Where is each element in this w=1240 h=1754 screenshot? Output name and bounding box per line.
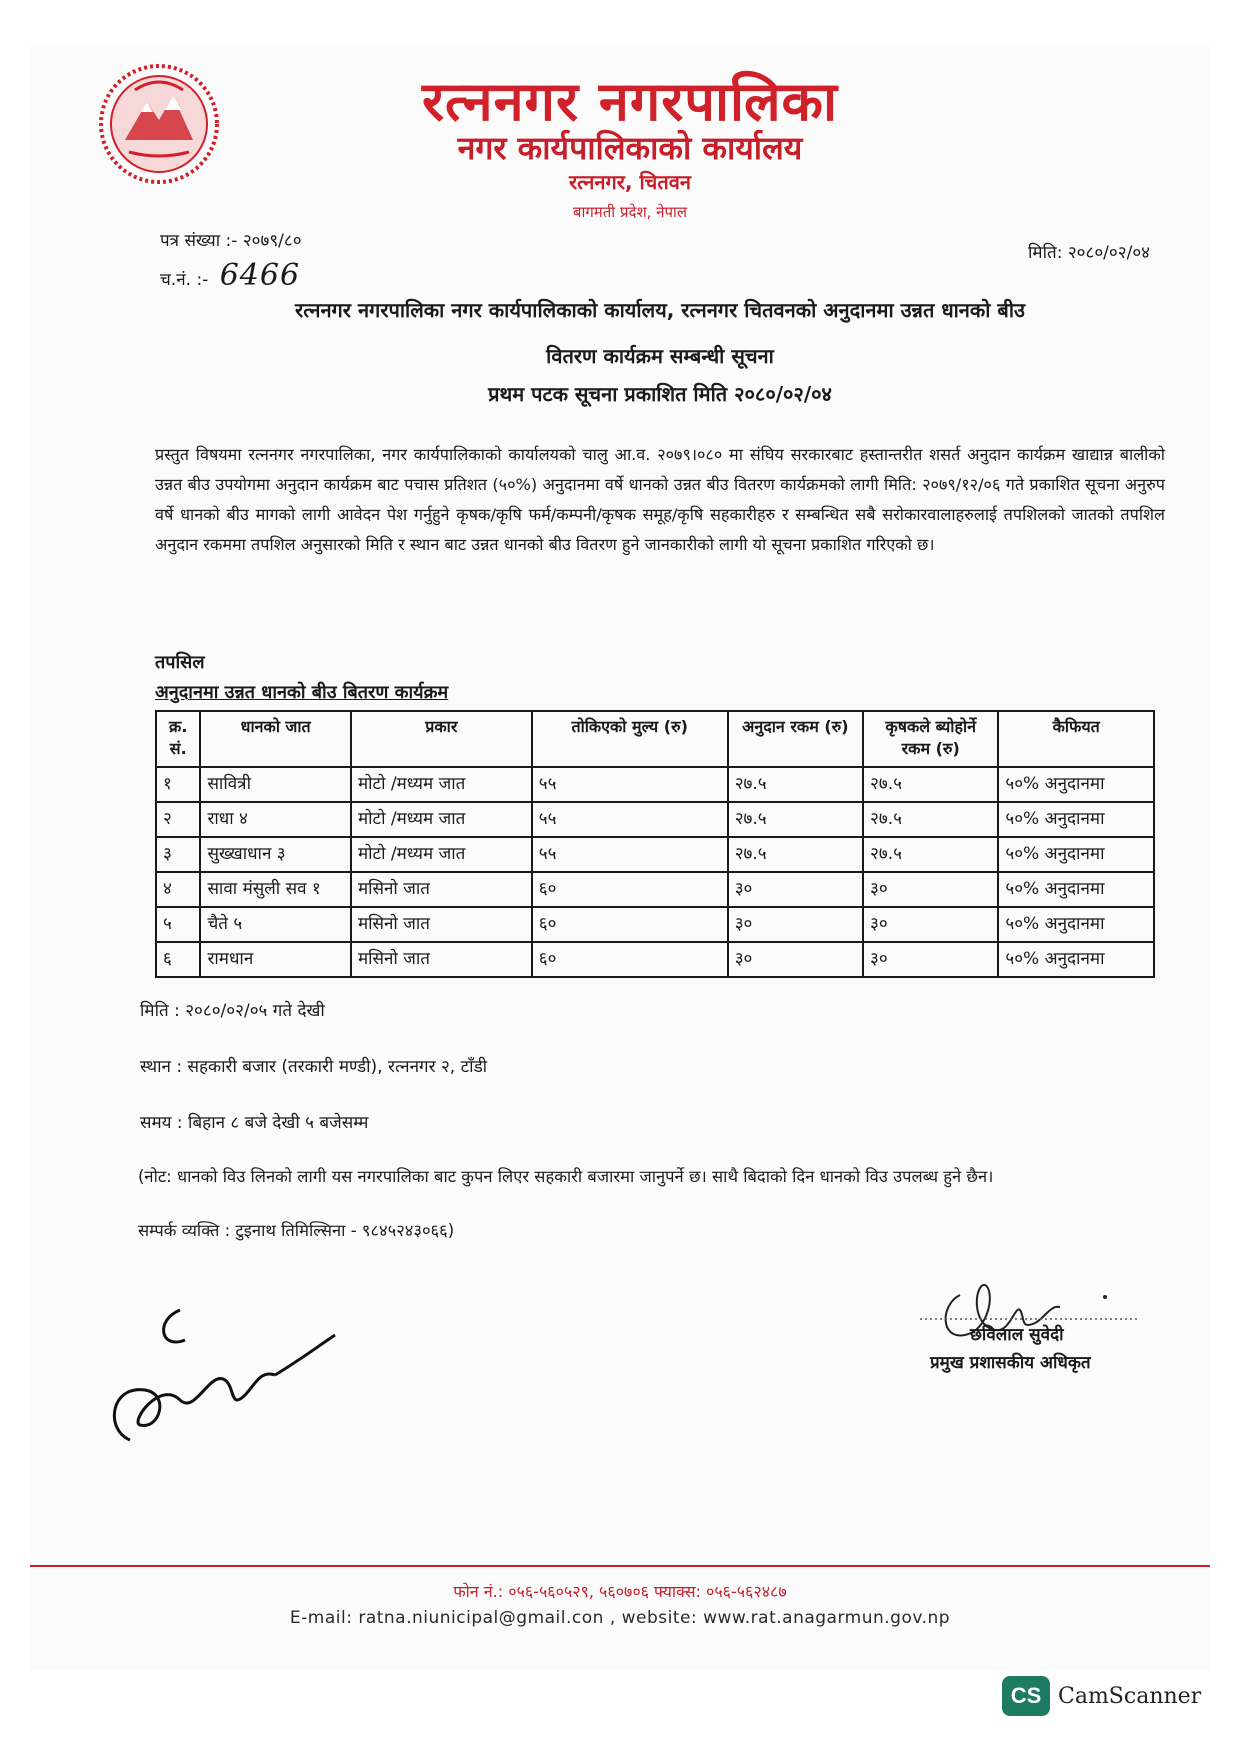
cell-sn: १ (156, 767, 200, 802)
details-heading: तपसिल (155, 652, 205, 673)
office-province: बागमती प्रदेश, नेपाल (572, 203, 688, 221)
col-subsidy: अनुदान रकम (रु) (728, 711, 863, 767)
notice-title-line3: प्रथम पटक सूचना प्रकाशित मिति २०८०/०२/०४ (488, 382, 832, 406)
table-row (156, 872, 1154, 907)
footer-phone: फोन नं.: ०५६-५६०५२९, ५६०७०६ फ्याक्स: ०५६-५६२४८७ (453, 1582, 787, 1601)
cell-remarks: ५०% अनुदानमा (998, 767, 1154, 802)
cell-farmer-share: ३० (863, 907, 998, 942)
cell-remarks: ५०% अनुदानमा (998, 802, 1154, 837)
footer-divider (30, 1565, 1210, 1567)
dispatch-value: 6466 (219, 258, 301, 293)
note-text: (नोट: धानको विउ लिनको लागी यस नगरपालिका बाट कुपन लिएर सहकारी बजारमा जानुपर्ने छ। साथै बिदाको दिन धानको विउ उपलब्ध हुने छैन। (138, 1167, 994, 1186)
cell-subsidy: २७.५ (728, 837, 863, 872)
cell-farmer-share: २७.५ (863, 802, 998, 837)
dispatch-number (160, 258, 300, 293)
cell-remarks: ५०% अनुदानमा (998, 907, 1154, 942)
cell-variety: सावा मंसुली सव १ (200, 872, 351, 907)
cell-sn: ३ (156, 837, 200, 872)
table-row (156, 837, 1154, 872)
cell-farmer-share: ३० (863, 872, 998, 907)
cell-subsidy: ३० (728, 942, 863, 977)
distribution-table (155, 710, 1155, 978)
cell-price: ६० (532, 907, 728, 942)
distribution-date: मिति : २०८०/०२/०५ गते देखी (140, 1001, 325, 1021)
cell-type: मसिनो जात (351, 942, 532, 977)
table-row (156, 802, 1154, 837)
distribution-place: स्थान : सहकारी बजार (तरकारी मण्डी), रत्ननगर २, टाँडी (140, 1057, 488, 1077)
cell-sn: ४ (156, 872, 200, 907)
camscanner-logo-icon: CS (1002, 1676, 1050, 1716)
cell-sn: २ (156, 802, 200, 837)
cell-price: ५५ (532, 837, 728, 872)
cell-remarks: ५०% अनुदानमा (998, 837, 1154, 872)
contact-person: सम्पर्क व्यक्ति : टुइनाथ तिमिल्सिना - ९८४५२४३०६६) (138, 1221, 455, 1240)
col-type: प्रकार (351, 711, 532, 767)
col-remarks: कैफियत (998, 711, 1154, 767)
cell-variety: चैते ५ (200, 907, 351, 942)
cell-sn: ६ (156, 942, 200, 977)
table-row (156, 942, 1154, 977)
table-header-row (156, 711, 1154, 767)
letter-number: पत्र संख्या :- २०७९/८० (160, 231, 302, 251)
footer-web: E-mail: ratna.niunicipal@gmail.con , website: www.rat.anagarmun.gov.np (289, 1608, 951, 1628)
camscanner-watermark: CamScanner (1058, 1684, 1202, 1709)
cell-subsidy: २७.५ (728, 802, 863, 837)
cell-type: मोटो /मध्यम जात (351, 767, 532, 802)
notice-title-line1: रत्ननगर नगरपालिका नगर कार्यपालिकाको कार्यालय, रत्ननगर चितवनको अनुदानमा उन्नत धानको बीउ (295, 298, 1025, 322)
col-sn: क्र. सं. (156, 711, 200, 767)
cell-variety: सुख्खाधान ३ (200, 837, 351, 872)
notice-title-line2: वितरण कार्यक्रम सम्बन्धी सूचना (546, 344, 774, 368)
table-row (156, 767, 1154, 802)
cell-remarks: ५०% अनुदानमा (998, 942, 1154, 977)
office-name: नगर कार्यपालिकाको कार्यालय (457, 129, 803, 167)
notice-body: प्रस्तुत विषयमा रत्ननगर नगरपालिका, नगर कार्यपालिकाको कार्यालयको चालु आ.व. २०७९।०८० मा संघिय सरकारबाट हस्तान्तरीत शसर्त अनुदान कार्यक्रम खाद्यान्न बालीको उन्नत बीउ उपयोगमा अनुदान कार्यक्रम बाट पचास प्रतिशत (५०%) अनुदानमा वर्षे धानको उन्नत बीउ वितरण कार्यक्रमको लागी मिति: २०७९/१२/०६ गते प्रकाशित सूचना अनुरुप वर्षे धानको बीउ मागको लागी आवेदन पेश गर्नुहुने कृषक/कृषि फर्म/कम्पनी/कृषक समूह/कृषि सहकारीहरु र सम्बन्धित सबै सरोकारवालाहरुलाई तपशिलको जातको तपशिल अनुदान रकममा तपशिल अनुसारको मिति र स्थान बाट उन्नत धानको बीउ वितरण हुने जानकारीको लागी यो सूचना प्रकाशित गरिएको छ। (155, 445, 1165, 554)
municipality-emblem-icon (95, 60, 223, 188)
distribution-time: समय : बिहान ८ बजे देखी ५ बजेसम्म (140, 1113, 369, 1133)
cell-type: मोटो /मध्यम जात (351, 802, 532, 837)
signer-name: छविलाल सुवेदी (970, 1325, 1064, 1345)
cell-subsidy: ३० (728, 907, 863, 942)
table-title: अनुदानमा उन्नत धानको बीउ बितरण कार्यक्रम (155, 682, 449, 703)
cell-farmer-share: ३० (863, 942, 998, 977)
col-farmer-share: कृषकले ब्योहोर्ने रकम (रु) (863, 711, 998, 767)
table-row (156, 907, 1154, 942)
cell-type: मसिनो जात (351, 907, 532, 942)
cell-farmer-share: २७.५ (863, 767, 998, 802)
cell-subsidy: २७.५ (728, 767, 863, 802)
dispatch-label: च.नं. :- (160, 270, 209, 290)
cell-price: ६० (532, 942, 728, 977)
col-variety: धानको जात (200, 711, 351, 767)
cell-variety: सावित्री (200, 767, 351, 802)
cell-price: ६० (532, 872, 728, 907)
issue-date: मिति: २०८०/०२/०४ (1028, 243, 1150, 263)
cell-subsidy: ३० (728, 872, 863, 907)
cell-price: ५५ (532, 767, 728, 802)
left-signature (100, 1290, 340, 1460)
cell-variety: राधा ४ (200, 802, 351, 837)
cell-farmer-share: २७.५ (863, 837, 998, 872)
office-city: रत्ननगर, चितवन (568, 170, 692, 194)
cell-type: मसिनो जात (351, 872, 532, 907)
cell-type: मोटो /मध्यम जात (351, 837, 532, 872)
col-price: तोकिएको मुल्य (रु) (532, 711, 728, 767)
cell-variety: रामधान (200, 942, 351, 977)
cell-sn: ५ (156, 907, 200, 942)
municipality-name: रत्ननगर नगरपालिका (421, 70, 839, 133)
signer-title: प्रमुख प्रशासकीय अधिकृत (930, 1353, 1091, 1373)
cell-remarks: ५०% अनुदानमा (998, 872, 1154, 907)
cell-price: ५५ (532, 802, 728, 837)
